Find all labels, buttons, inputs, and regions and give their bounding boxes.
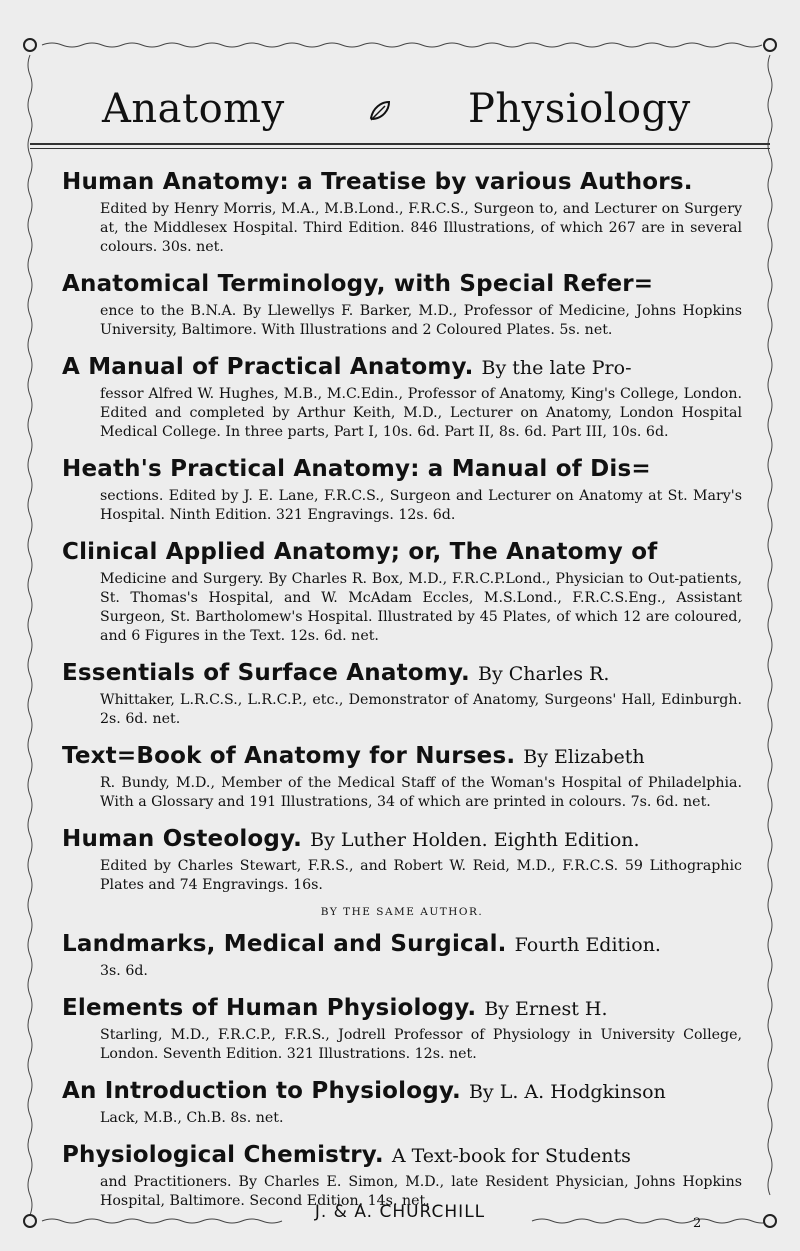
book-entry [62, 453, 742, 525]
book-title: Elements of Human Physiology. [62, 995, 477, 1021]
book-title-tail: By Charles R. [477, 663, 610, 685]
book-description: Lack, M.B., Ch.B. 8s. net. [100, 1110, 284, 1126]
book-entry [62, 1075, 742, 1128]
book-title: Physiological Chemistry. [62, 1142, 384, 1168]
book-entry [62, 928, 742, 981]
publisher-footer: J. & A. CHURCHILL [314, 1202, 486, 1222]
book-title-tail: By L. A. Hodgkinson [468, 1081, 666, 1103]
book-entry [62, 992, 742, 1064]
header-anatomy: Anatomy [102, 86, 285, 132]
book-entry [62, 536, 742, 646]
book-description: Whittaker, L.R.C.S., L.R.C.P., etc., Demonstrator of Anatomy, Surgeons' Hall, Edinburgh. 2s. 6d. net. [100, 692, 742, 727]
book-entry [62, 740, 742, 812]
book-title: Essentials of Surface Anatomy. [62, 660, 470, 686]
book-description: and Practitioners. By Charles E. Simon, M.D., late Resident Physician, Johns Hopkins Hospital, Baltimore. Second Edition. 14s. net. [100, 1174, 742, 1209]
book-entry [62, 351, 742, 442]
book-title: Anatomical Terminology, with Special Refer= [62, 271, 654, 297]
book-title-tail: By the late Pro- [481, 357, 632, 379]
header-rule-thin [30, 148, 770, 149]
page-header [30, 72, 768, 152]
book-description: Starling, M.D., F.R.C.P., F.R.S., Jodrell Professor of Physiology in University College, London. Seventh Edition. 321 Illustrations. 12s. net. [100, 1027, 742, 1062]
book-title-tail: By Luther Holden. Eighth Edition. [310, 829, 640, 851]
book-title: Text=Book of Anatomy for Nurses. [62, 743, 516, 769]
leaf-ornament-icon [367, 98, 393, 124]
book-list [62, 166, 742, 1222]
book-description: ence to the B.N.A. By Llewellys F. Barker, M.D., Professor of Medicine, Johns Hopkins University, Baltimore. With Illustrations and 2 Coloured Plates. 5s. net. [100, 303, 742, 338]
book-description: Edited by Charles Stewart, F.R.S., and Robert W. Reid, M.D., F.R.C.S. 59 Lithographic Plates and 74 Engravings. 16s. [100, 858, 742, 893]
header-physiology: Physiology [468, 86, 691, 132]
book-description: sections. Edited by J. E. Lane, F.R.C.S., Surgeon and Lecturer on Anatomy at St. Mary's Hospital. Ninth Edition. 321 Engravings. 12s. 6d. [100, 488, 742, 523]
book-entry [62, 166, 742, 257]
book-entry [62, 823, 742, 895]
book-entry [62, 1139, 742, 1211]
book-entry [62, 268, 742, 340]
header-rule [30, 143, 770, 145]
book-entry [62, 657, 742, 729]
book-title: Clinical Applied Anatomy; or, The Anatomy of [62, 539, 658, 565]
page-number: 2 [693, 1216, 702, 1231]
book-title-tail: By Ernest H. [484, 998, 608, 1020]
book-title: A Manual of Practical Anatomy. [62, 354, 474, 380]
book-title: An Introduction to Physiology. [62, 1078, 461, 1104]
book-description: Medicine and Surgery. By Charles R. Box, M.D., F.R.C.P.Lond., Physician to Out-patients, St. Thomas's Hospital, and W. McAdam Eccles, M.S.Lond., F.R.C.S.Eng., Assistant Surgeon, St. Bartholomew's Hospital. Illustrated by 45 Plates, of which 12 are coloured, and 6 Figures in the Text. 12s. 6d. net. [100, 571, 742, 644]
book-title: Heath's Practical Anatomy: a Manual of Dis= [62, 456, 651, 482]
book-title-tail: By Elizabeth [523, 746, 645, 768]
book-description: fessor Alfred W. Hughes, M.B., M.C.Edin., Professor of Anatomy, King's College, London. Edited and completed by Arthur Keith, M.D., Lecturer on Anatomy, London Hospital Medical College. In three parts, Part I, 10s. 6d. Part II, 8s. 6d. Part III, 10s. 6d. [100, 386, 742, 440]
same-author-heading: BY THE SAME AUTHOR. [320, 906, 484, 918]
book-title-tail: Fourth Edition. [514, 934, 661, 956]
book-title-tail: A Text-book for Students [391, 1145, 631, 1167]
book-description: 3s. 6d. [100, 963, 148, 979]
book-description: Edited by Henry Morris, M.A., M.B.Lond., F.R.C.S., Surgeon to, and Lecturer on Surgery at, the Middlesex Hospital. Third Edition. 846 Illustrations, of which 267 are in several colours. 30s. net. [100, 201, 742, 255]
book-title: Landmarks, Medical and Surgical. [62, 931, 507, 957]
book-title: Human Osteology. [62, 826, 303, 852]
book-description: R. Bundy, M.D., Member of the Medical Staff of the Woman's Hospital of Philadelphia. With a Glossary and 191 Illustrations, 34 of which are printed in colours. 7s. 6d. net. [100, 775, 742, 810]
book-title: Human Anatomy: a Treatise by various Authors. [62, 169, 693, 195]
